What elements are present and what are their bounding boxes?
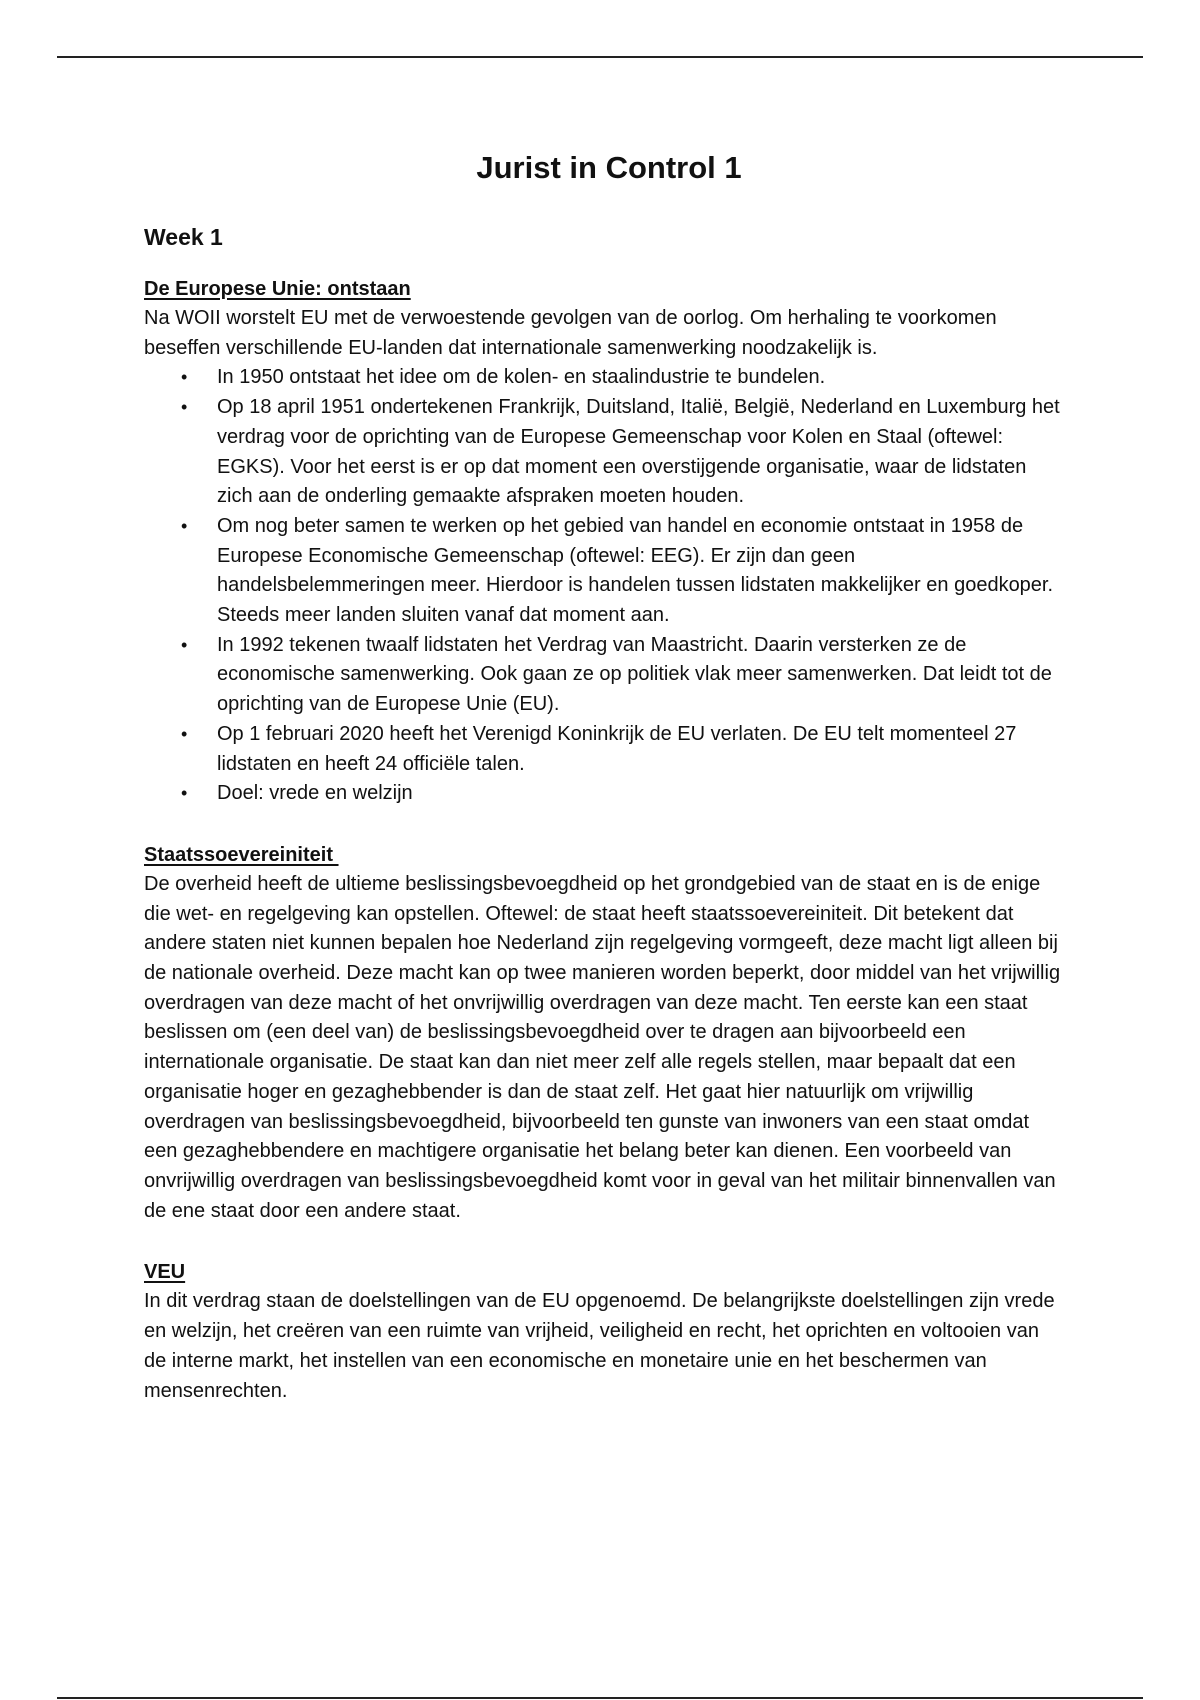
document-body bbox=[144, 140, 1064, 1406]
list-item bbox=[181, 720, 1064, 779]
list-item bbox=[181, 512, 1064, 631]
list-item bbox=[181, 393, 1064, 512]
top-rule bbox=[57, 56, 1143, 58]
section-veu bbox=[144, 1257, 1064, 1406]
bullet-icon: • bbox=[181, 367, 188, 388]
document-title: Jurist in Control 1 bbox=[476, 150, 742, 185]
eu-origin-intro: Na WOII worstelt EU met de verwoestende gevolgen van de oorlog. Om herhaling te voorkomen beseffen verschillende EU-landen dat internationale samenwerking noodzakelijk is. bbox=[144, 307, 997, 359]
list-item bbox=[181, 631, 1064, 720]
list-item-text: In 1950 ontstaat het idee om de kolen- en staalindustrie te bundelen. bbox=[217, 366, 826, 389]
eu-origin-bullet-list bbox=[144, 363, 1064, 809]
bullet-icon: • bbox=[181, 634, 188, 655]
list-item-text: Doel: vrede en welzijn bbox=[217, 782, 413, 805]
list-item-text: Om nog beter samen te werken op het gebied van handel en economie ontstaat in 1958 de Europese Economische Gemeenschap (oftewel: EEG). Er zijn dan geen handelsbelemmeringen meer. Hierdoor is handelen tussen lidstaten makkelijker en goedkoper. Steeds meer landen sluiten vanaf dat moment aan. bbox=[217, 514, 1054, 627]
list-item-text: Op 1 februari 2020 heeft het Verenigd Koninkrijk de EU verlaten. De EU telt momenteel 27 lidstaten en heeft 24 officiële talen. bbox=[217, 722, 1017, 775]
list-item-text: Op 18 april 1951 ondertekenen Frankrijk, Duitsland, Italië, België, Nederland en Luxemburg het verdrag voor de oprichting van de Europese Gemeenschap voor Kolen en Staal (oftewel: EGKS). Voor het eerst is er op dat moment een overstijgende organisatie, waar de lidstaten zich aan de onderling gemaakte afspraken moeten houden. bbox=[217, 396, 1060, 508]
veu-body: In dit verdrag staan de doelstellingen van de EU opgenoemd. De belangrijkste doelstellingen zijn vrede en welzijn, het creëren van een ruimte van vrijheid, veiligheid en recht, het oprichten en voltooien van de interne markt, het instellen van een economische en monetaire unie en het beschermen van mensenrechten. bbox=[144, 1290, 1055, 1402]
section-heading-sovereignty: Staatssoevereiniteit bbox=[144, 843, 339, 866]
bullet-icon: • bbox=[181, 783, 188, 804]
section-eu-origin bbox=[144, 274, 1064, 809]
list-item-text: In 1992 tekenen twaalf lidstaten het Verdrag van Maastricht. Daarin versterken ze de economische samenwerking. Ook gaan ze op politiek vlak meer samenwerken. Dat leidt tot de oprichting van de Europese Unie (EU). bbox=[217, 633, 1052, 716]
bullet-icon: • bbox=[181, 723, 188, 744]
section-sovereignty bbox=[144, 840, 1064, 1226]
week-heading: Week 1 bbox=[144, 224, 223, 250]
bullet-icon: • bbox=[181, 515, 188, 536]
bottom-rule bbox=[57, 1697, 1143, 1699]
list-item bbox=[181, 779, 1064, 809]
bullet-icon: • bbox=[181, 397, 188, 418]
section-heading-veu: VEU bbox=[144, 1261, 186, 1284]
section-heading-eu-origin: De Europese Unie: ontstaan bbox=[144, 278, 411, 300]
sovereignty-body: De overheid heeft de ultieme beslissingsbevoegdheid op het grondgebied van de staat en is de enige die wet- en regelgeving kan opstellen. Oftewel: de staat heeft staatssoevereiniteit. Dit betekent dat andere staten niet kunnen bepalen hoe Nederland zijn regelgeving vormgeeft, deze macht ligt alleen bij de nationale overheid. Deze macht kan op twee manieren worden beperkt, door middel van het vrijwillig overdragen van deze macht of het onvrijwillig overdragen van deze macht. Ten eerste kan een staat beslissen om (een deel van) de beslissingsbevoegdheid over te dragen aan bijvoorbeeld een internationale organisatie. De staat kan dan niet meer zelf alle regels stellen, maar bepaalt dat een organisatie hoger en gezaghebbender is dan de staat zelf. Het gaat hier natuurlijk om vrijwillig overdragen van beslissingsbevoegdheid, bijvoorbeeld ten gunste van inwoners van een staat omdat een gezaghebbendere en machtigere organisatie het belang beter kan dienen. Een voorbeeld van onvrijwillig overdragen van beslissingsbevoegdheid komt voor in geval van het militair binnenvallen van de ene staat door een andere staat. bbox=[144, 872, 1061, 1222]
list-item bbox=[181, 363, 1064, 393]
